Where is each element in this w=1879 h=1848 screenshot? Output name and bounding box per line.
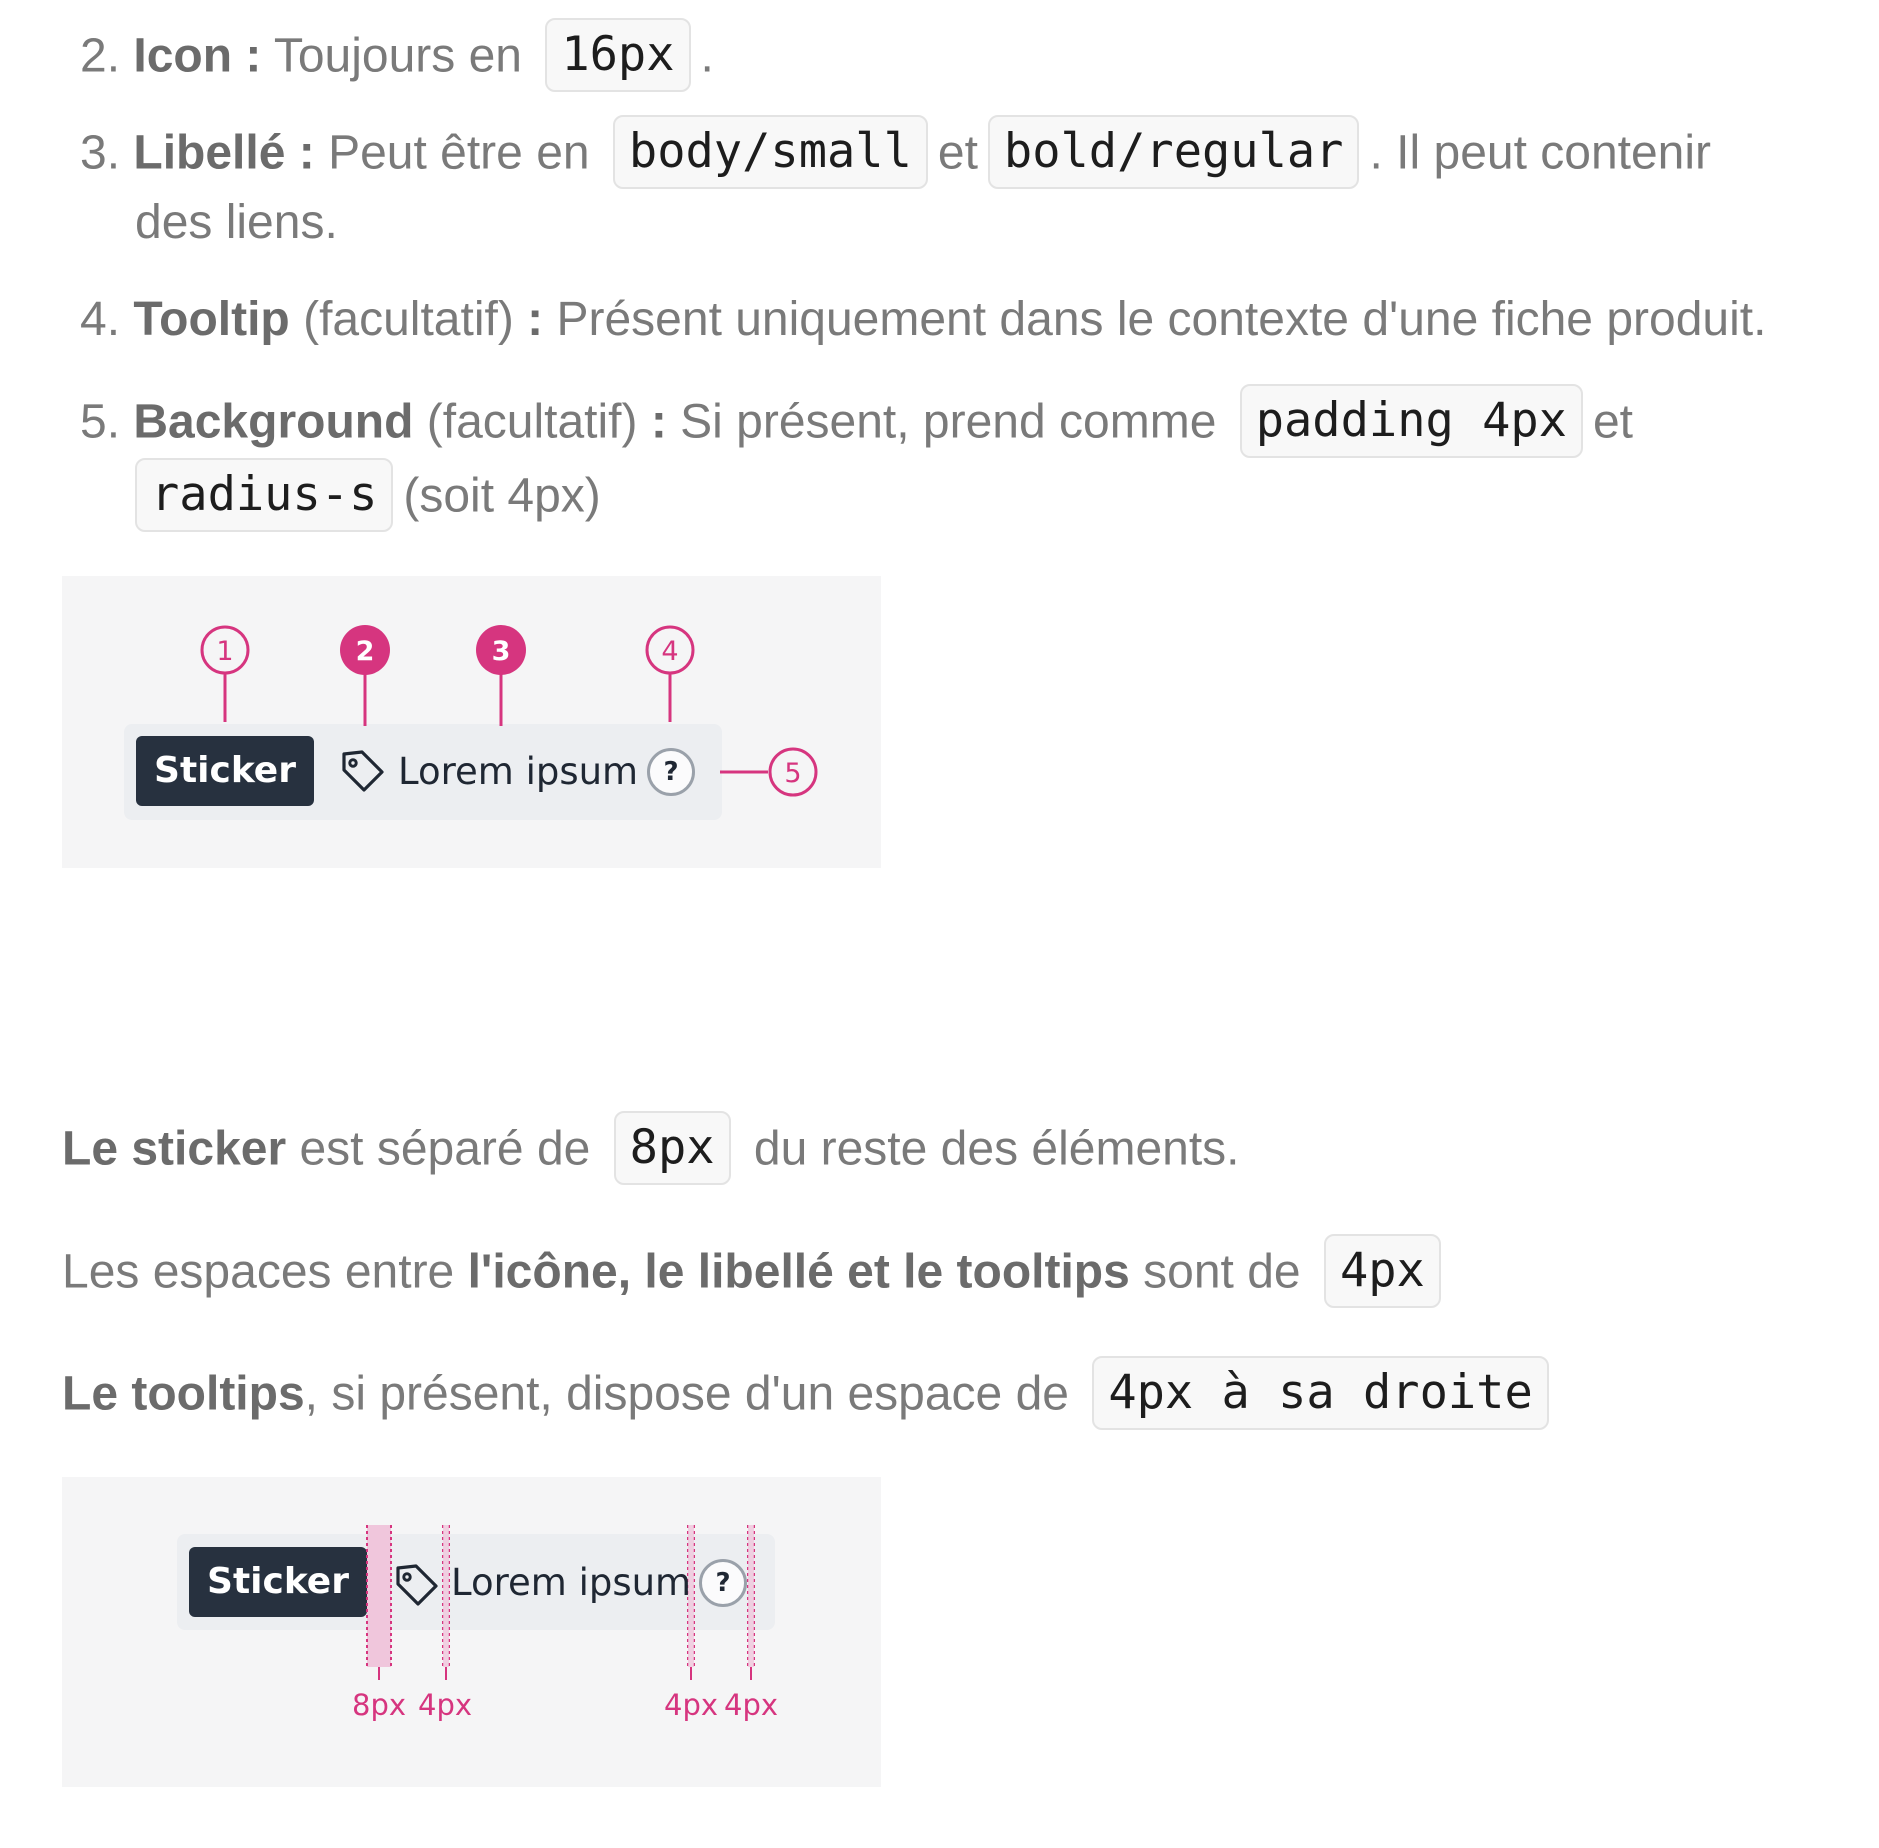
item-paren: (facultatif) — [413, 395, 651, 449]
marker-2: 2 — [355, 636, 375, 667]
item-text: et — [937, 126, 978, 180]
term-sticker: Le sticker — [62, 1122, 287, 1176]
item-colon: : — [650, 395, 667, 449]
para-text: est séparé de — [286, 1122, 604, 1176]
term-tooltips: Le tooltips — [62, 1367, 305, 1421]
term-elements: l'icône, le libellé et le tooltips — [467, 1245, 1130, 1299]
list-item-tooltip — [80, 290, 1766, 350]
list-item-icon — [80, 22, 714, 96]
label-text: Lorem ipsum — [398, 750, 639, 793]
spacing-diagram — [62, 1477, 881, 1787]
list-number: 5. — [80, 395, 121, 449]
item-text: et — [1592, 395, 1634, 449]
code-8px: 8px — [614, 1111, 731, 1185]
item-colon: : — [527, 293, 544, 346]
code-body-small: body/small — [613, 115, 928, 189]
term-tooltip: Tooltip — [133, 293, 290, 346]
paragraph-tooltip-spacing — [62, 1360, 1559, 1434]
marker-4: 4 — [661, 636, 679, 667]
para-text: , si présent, dispose d'un espace de — [304, 1367, 1083, 1421]
sticker-badge: Sticker — [136, 736, 314, 806]
list-number: 3. — [80, 126, 121, 180]
item-text: Présent uniquement dans le contexte d'une fiche produit. — [543, 293, 1767, 346]
para-text: sont de — [1129, 1245, 1314, 1299]
measure-8px: 8px — [352, 1688, 407, 1722]
list-item-background-cont — [135, 462, 601, 536]
anatomy-diagram — [62, 576, 881, 868]
measure-4px-icon: 4px — [418, 1688, 473, 1722]
item-paren: (facultatif) — [289, 293, 528, 346]
list-item-libelle-cont: des liens. — [135, 196, 338, 249]
help-icon: ? — [647, 748, 695, 796]
code-4px-right: 4px à sa droite — [1092, 1356, 1548, 1430]
label-text: Lorem ipsum — [451, 1561, 692, 1604]
item-text: (soit 4px) — [403, 469, 601, 523]
measure-4px-tooltip: 4px — [724, 1688, 779, 1722]
paragraph-sticker-spacing — [62, 1115, 1240, 1189]
item-text: Peut être en — [314, 126, 603, 180]
code-bold-regular: bold/regular — [988, 115, 1360, 189]
para-text: Les espaces entre — [62, 1245, 468, 1299]
term-background: Background — [133, 395, 414, 449]
list-item-libelle — [80, 119, 1711, 193]
list-number: 2. — [80, 29, 121, 83]
list-number: 4. — [80, 293, 121, 346]
code-4px: 4px — [1324, 1234, 1441, 1308]
spacing-guides — [62, 1477, 881, 1787]
marker-1: 1 — [216, 636, 234, 667]
measure-4px-label: 4px — [664, 1688, 719, 1722]
item-end: . — [700, 29, 714, 83]
item-text: Si présent, prend comme — [666, 395, 1230, 449]
code-padding: padding 4px — [1240, 384, 1583, 458]
sticker-badge: Sticker — [189, 1547, 367, 1617]
code-16px: 16px — [545, 18, 690, 92]
list-item-background — [80, 388, 1633, 462]
term-icon: Icon : — [133, 29, 262, 83]
para-text: du reste des éléments. — [740, 1122, 1240, 1176]
code-radius-s: radius-s — [135, 458, 393, 532]
marker-3: 3 — [491, 636, 511, 667]
help-icon: ? — [699, 1559, 747, 1607]
marker-5: 5 — [784, 758, 802, 789]
annotation-markers — [62, 576, 881, 868]
term-libelle: Libellé : — [133, 126, 315, 180]
tag-icon — [392, 1562, 440, 1610]
paragraph-element-spacing — [62, 1238, 1451, 1312]
item-text: Toujours en — [261, 29, 536, 83]
item-text: . Il peut contenir — [1369, 126, 1712, 180]
